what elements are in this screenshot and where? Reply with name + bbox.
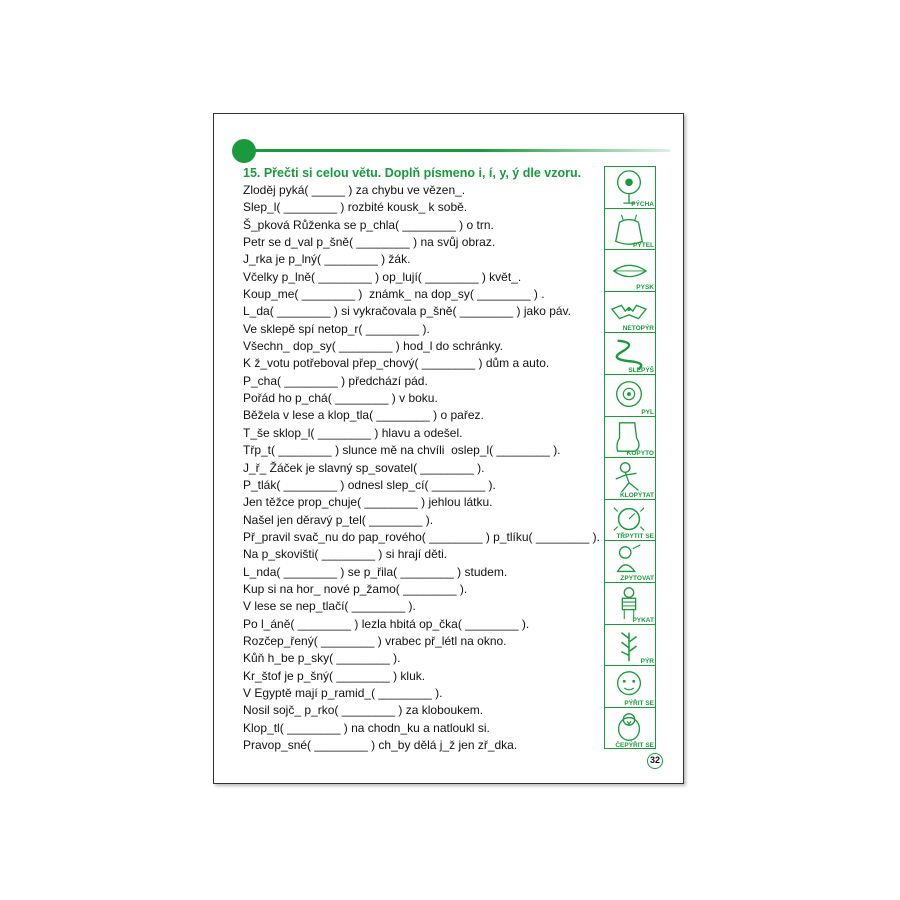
exercise-sentence: Na p_skovišti( ________ ) si hrají děti. (243, 547, 448, 562)
exercise-sentence: Klop_tl( ________ ) na chodn_ku a natloukl si. (243, 720, 490, 735)
exercise-sentence: Pořád ho p_chá( ________ ) v boku. (243, 391, 438, 406)
exercise-sentence: Pravop_sné( ________ ) ch_by dělá j_ž jen zř_dka. (243, 738, 518, 752)
picture-caption: NETOPÝR (622, 325, 654, 333)
example-sentence: Zloděj pyká( _____ ) za chybu ve vězen_. (243, 183, 466, 197)
picture-card (605, 167, 655, 209)
picture-card (605, 625, 655, 667)
picture-caption: PYKAT (632, 616, 654, 624)
picture-caption: PÝR (640, 658, 654, 666)
picture-caption: PYSK (636, 283, 654, 291)
exercise-sentence: Slep_l( ________ ) rozbité kousk_ k sobě. (243, 200, 468, 215)
exercise-sentence: Našel jen děravý p_tel( ________ ). (243, 512, 434, 527)
picture-caption: ČEPÝŘIT SE (615, 742, 654, 750)
exercise-sentence: L_nda( ________ ) se p_řila( ________ ) studem. (243, 564, 508, 579)
picture-card (605, 375, 655, 417)
picture-card (605, 583, 655, 625)
exercise-sentence: K ž_votu potřeboval přep_chový( ________ ) dům a auto. (243, 356, 550, 371)
picture-card (605, 666, 655, 708)
picture-card (605, 292, 655, 334)
section-header-rule (250, 149, 670, 152)
exercise-sentence: V lese se nep_tlačí( ________ ). (243, 599, 416, 614)
exercise-sentence: Třp_t( ________ ) slunce mě na chvíli oslep_l( ________ ). (243, 443, 561, 458)
picture-caption: PYTEL (633, 242, 654, 250)
exercise-sentence: Rozčep_řený( ________ ) vrabec př_létl na okno. (243, 633, 507, 648)
exercise-sentence: Včelky p_lně( ________ ) op_lují( ________ ) květ_. (243, 269, 522, 284)
exercise-sentence: L_da( ________ ) si vykračovala p_šně( ________ ) jako páv. (243, 304, 571, 319)
picture-card (605, 250, 655, 292)
picture-caption: SLEPÝŠ (628, 366, 654, 374)
picture-caption: KLOPÝTAT (619, 491, 654, 499)
picture-card (605, 209, 655, 251)
exercise-sentence: Po l_áně( ________ ) lezla hbitá op_čka( ________ ). (243, 616, 530, 631)
picture-column (604, 166, 656, 749)
exercise-sentences (243, 182, 603, 754)
picture-card (605, 541, 655, 583)
exercise-sentence: P_tlák( ________ ) odnesl slep_cí( ________ ). (243, 477, 496, 492)
picture-caption: PÝŘIT SE (624, 699, 654, 707)
exercise-sentence: T_še sklop_l( ________ ) hlavu a odešel. (243, 425, 463, 440)
page-number: 32 (647, 753, 663, 769)
picture-caption: PYL (641, 408, 654, 416)
exercise-sentence: P_cha( ________ ) předchází pád. (243, 373, 428, 388)
exercise-sentence: Koup_me( ________ ) známk_ na dop_sy( ________ ) . (243, 287, 545, 302)
exercise-sentence: J_ř_ Žáček je slavný sp_sovatel( ________ ). (243, 460, 485, 475)
exercise-sentence: V Egyptě mají p_ramid_( ________ ). (243, 685, 443, 700)
picture-caption: PÝCHA (631, 200, 654, 208)
exercise-sentence: Kr_štof je p_šný( ________ ) kluk. (243, 668, 426, 683)
picture-card (605, 500, 655, 542)
exercise-sentence: Petr se d_val p_šně( ________ ) na svůj obraz. (243, 235, 496, 250)
exercise-sentence: Př_pravil svač_nu do pap_rového( ________ ) p_tlíku( ________ ). (243, 529, 600, 544)
picture-caption: KOPYTO (626, 450, 654, 458)
picture-caption: TŘPYTIT SE (616, 533, 654, 541)
picture-card (605, 458, 655, 500)
exercise-sentence: Běžela v lese a klop_tla( ________ ) o pařez. (243, 408, 484, 423)
exercise-sentence: Š_pková Růženka se p_chla( ________ ) o trn. (243, 217, 494, 232)
picture-caption: ZPYTOVAT (620, 574, 654, 582)
picture-card (605, 417, 655, 459)
exercise-title: 15. Přečti si celou větu. Doplň písmeno i, í, y, ý dle vzoru. (243, 166, 582, 180)
exercise-sentence: Ve sklepě spí netop_r( ________ ). (243, 321, 430, 336)
picture-card (605, 708, 655, 750)
exercise-sentence: Kůň h_be p_sky( ________ ). (243, 651, 401, 666)
exercise-sentence: Jen těžce prop_chuje( ________ ) jehlou látku. (243, 495, 493, 510)
exercise-sentence: Nosil sojč_ p_rko( ________ ) za kloboukem. (243, 703, 484, 718)
exercise-sentence: Všechn_ dop_sy( ________ ) hod_l do schránky. (243, 339, 503, 354)
exercise-sentence: J_rka je p_lný( ________ ) žák. (243, 252, 411, 267)
exercise-sentence: Kup si na hor_ nové p_žamo( ________ ). (243, 581, 468, 596)
picture-card (605, 333, 655, 375)
